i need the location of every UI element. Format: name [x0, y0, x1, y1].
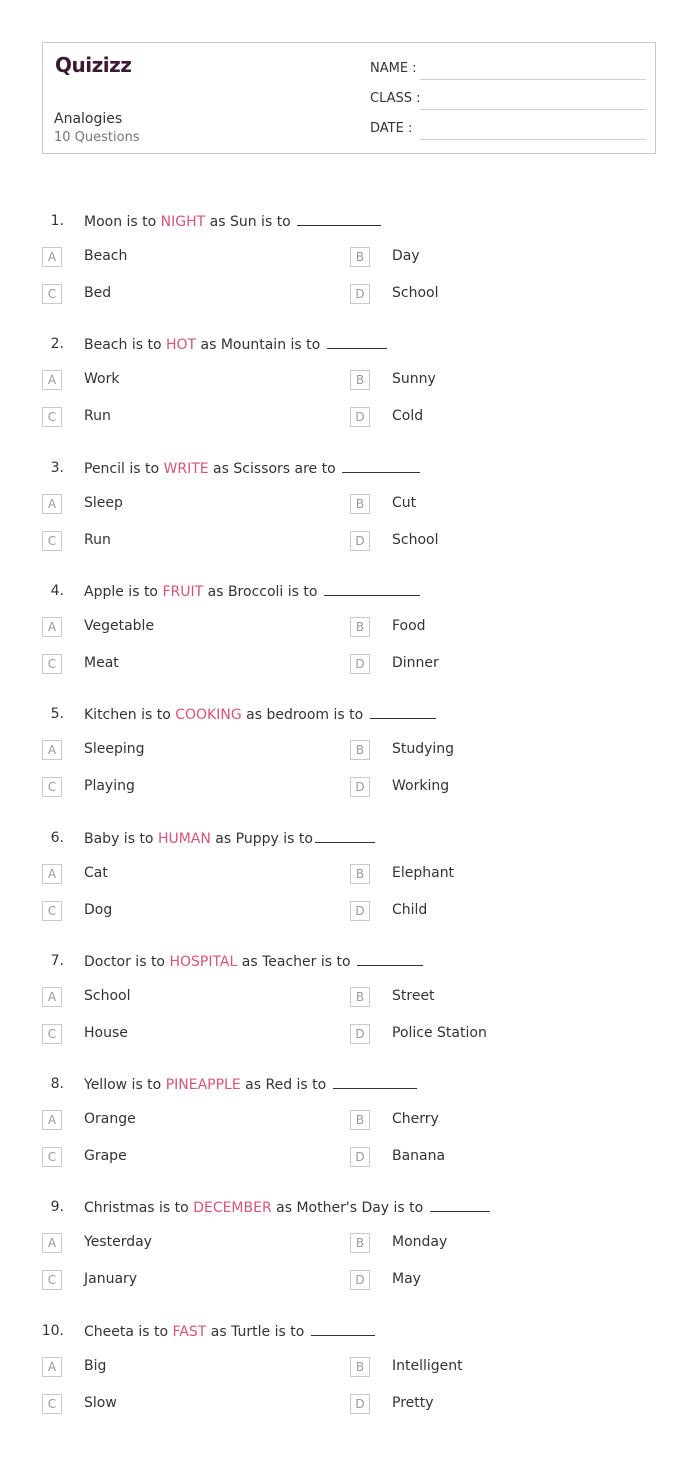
question-8 [0, 1076, 700, 1199]
class-field[interactable] [370, 86, 646, 110]
option-text[interactable]: Elephant [392, 864, 455, 881]
question-suffix: as Broccoli is to [203, 583, 322, 600]
question-prefix: Kitchen is to [84, 707, 176, 724]
option-letter-box[interactable]: D [350, 1024, 370, 1044]
option-text[interactable]: Cold [392, 408, 424, 425]
option-text[interactable]: Cut [392, 494, 417, 511]
question-10 [0, 1323, 700, 1446]
question-2 [0, 336, 700, 459]
option-letter-box[interactable]: A [42, 247, 62, 267]
quizizz-logo: Quizizz [55, 53, 132, 77]
option-text[interactable]: School [392, 285, 439, 301]
question-3 [0, 460, 700, 583]
option-letter-box[interactable]: D [350, 1270, 370, 1290]
keyword: FRUIT [162, 583, 204, 600]
keyword: FAST [172, 1323, 207, 1340]
option-text[interactable]: Cherry [392, 1111, 439, 1128]
question-number: 1. [50, 213, 64, 229]
question-line [0, 830, 700, 850]
option-text[interactable]: Street [392, 987, 435, 1004]
option-letter-box[interactable]: B [350, 987, 370, 1007]
question-prefix: Pencil is to [84, 460, 164, 477]
question-number: 7. [50, 952, 64, 969]
answer-blank [370, 706, 436, 719]
option-letter-box[interactable]: B [350, 247, 370, 267]
question-prefix: Apple is to [84, 583, 163, 600]
question-suffix: as Sun is to [205, 214, 296, 230]
question-number: 10. [41, 1322, 64, 1339]
question-text [84, 1199, 490, 1216]
option-text[interactable]: Sleep [84, 494, 123, 511]
option-text[interactable]: Food [392, 617, 426, 634]
option-text[interactable]: Dinner [392, 654, 439, 671]
answer-blank [333, 1076, 417, 1089]
question-suffix: as Red is to [240, 1077, 331, 1094]
option-text[interactable]: Grape [84, 1148, 127, 1165]
option-letter-box[interactable]: B [350, 1233, 370, 1253]
option-text[interactable]: Banana [392, 1148, 446, 1165]
question-suffix: as Turtle is to [206, 1323, 309, 1340]
option-letter-box[interactable]: B [350, 617, 370, 637]
option-text[interactable]: Monday [392, 1234, 448, 1251]
question-line [0, 460, 700, 480]
question-line [0, 706, 700, 726]
question-prefix: Beach is to [84, 337, 166, 354]
option-text[interactable]: Beach [84, 248, 128, 264]
question-number: 3. [50, 459, 64, 476]
question-number: 9. [50, 1199, 64, 1216]
question-text [84, 1076, 417, 1093]
name-label: NAME : [370, 61, 417, 76]
question-prefix: Doctor is to [84, 953, 170, 970]
question-text [84, 213, 381, 230]
date-label: DATE : [370, 121, 413, 136]
option-text[interactable]: Run [84, 408, 111, 425]
option-letter-box[interactable]: C [42, 407, 62, 427]
option-letter-box[interactable]: C [42, 1024, 62, 1044]
name-field[interactable] [370, 56, 646, 80]
question-9 [0, 1199, 700, 1322]
class-label: CLASS : [370, 91, 421, 106]
option-letter-box[interactable]: A [42, 494, 62, 514]
option-letter-box[interactable]: C [42, 1394, 62, 1414]
name-line[interactable] [420, 79, 646, 80]
option-letter-box[interactable]: C [42, 1147, 62, 1167]
question-count: 10 Questions [54, 130, 140, 145]
option-letter-box[interactable]: C [42, 901, 62, 921]
option-letter-box[interactable]: B [350, 864, 370, 884]
option-letter-box[interactable]: D [350, 901, 370, 921]
question-suffix: as Puppy is to [210, 830, 313, 847]
option-text[interactable]: School [392, 531, 439, 548]
question-prefix: Baby is to [84, 830, 158, 847]
option-text[interactable]: Cat [84, 864, 108, 881]
question-line [0, 1323, 700, 1343]
option-letter-box[interactable]: B [350, 1110, 370, 1130]
question-text [84, 1323, 375, 1340]
question-1 [0, 213, 700, 336]
question-line [0, 953, 700, 973]
question-text [84, 830, 375, 847]
option-letter-box[interactable]: B [350, 494, 370, 514]
answer-blank [324, 583, 420, 596]
question-4 [0, 583, 700, 706]
question-text [84, 583, 420, 600]
question-prefix: Christmas is to [84, 1200, 194, 1217]
option-text[interactable]: Sunny [392, 371, 436, 388]
answer-blank [430, 1199, 490, 1212]
answer-blank [311, 1323, 375, 1336]
option-letter-box[interactable]: C [42, 1270, 62, 1290]
worksheet-title: Analogies [54, 111, 123, 127]
option-letter-box[interactable]: D [350, 1394, 370, 1414]
date-field[interactable] [370, 116, 646, 140]
option-text[interactable]: School [84, 987, 131, 1004]
option-letter-box[interactable]: B [350, 1357, 370, 1377]
option-text[interactable]: Big [84, 1357, 107, 1374]
option-letter-box[interactable]: D [350, 284, 370, 304]
keyword: HUMAN [157, 830, 211, 847]
option-letter-box[interactable]: D [350, 407, 370, 427]
question-suffix: as Mother's Day is to [271, 1200, 428, 1217]
option-text[interactable]: Meat [84, 654, 119, 671]
option-text[interactable]: Child [392, 901, 428, 918]
question-suffix: as Scissors are to [208, 460, 341, 477]
option-letter-box[interactable]: C [42, 777, 62, 797]
question-line [0, 1199, 700, 1219]
question-suffix: as bedroom is to [241, 707, 368, 724]
question-prefix: Moon is to [84, 214, 161, 230]
option-text[interactable]: May [392, 1271, 421, 1288]
option-text[interactable]: Pretty [392, 1394, 434, 1411]
answer-blank [327, 336, 387, 349]
option-text[interactable]: Working [392, 778, 450, 795]
question-suffix: as Mountain is to [196, 337, 325, 354]
question-line [0, 213, 700, 233]
option-text[interactable]: Run [84, 531, 111, 548]
question-prefix: Yellow is to [84, 1077, 166, 1094]
question-text [84, 460, 420, 477]
keyword: WRITE [163, 460, 209, 477]
keyword: DECEMBER [193, 1200, 272, 1217]
option-text[interactable]: Bed [84, 285, 112, 301]
option-letter-box[interactable]: A [42, 987, 62, 1007]
option-text[interactable]: Work [84, 371, 120, 388]
option-letter-box[interactable]: A [42, 1357, 62, 1377]
option-text[interactable]: Dog [84, 901, 113, 918]
keyword: NIGHT [160, 214, 206, 230]
question-line [0, 1076, 700, 1096]
option-text[interactable]: Playing [84, 778, 135, 795]
option-letter-box[interactable]: A [42, 1110, 62, 1130]
question-suffix: as Teacher is to [237, 953, 355, 970]
option-letter-box[interactable]: B [350, 740, 370, 760]
option-letter-box[interactable]: C [42, 531, 62, 551]
option-text[interactable]: Vegetable [84, 617, 155, 634]
question-number: 6. [50, 829, 64, 846]
question-number: 5. [50, 706, 64, 723]
option-letter-box[interactable]: A [42, 1233, 62, 1253]
option-letter-box[interactable]: D [350, 1147, 370, 1167]
option-text[interactable]: Yesterday [84, 1234, 152, 1251]
question-7 [0, 953, 700, 1076]
question-5 [0, 706, 700, 829]
question-number: 2. [50, 336, 64, 353]
question-text [84, 706, 436, 723]
option-text[interactable]: Sleeping [84, 741, 145, 758]
question-number: 4. [50, 582, 64, 599]
keyword: COOKING [175, 707, 242, 724]
keyword: HOSPITAL [169, 953, 238, 970]
question-6 [0, 830, 700, 953]
option-letter-box[interactable]: D [350, 654, 370, 674]
option-letter-box[interactable]: C [42, 284, 62, 304]
option-text[interactable]: Day [392, 248, 420, 264]
question-line [0, 336, 700, 356]
option-text[interactable]: Slow [84, 1394, 117, 1411]
option-letter-box[interactable]: C [42, 654, 62, 674]
answer-blank [357, 953, 423, 966]
question-prefix: Cheeta is to [84, 1323, 173, 1340]
worksheet-header [42, 42, 656, 154]
answer-blank [315, 830, 375, 843]
keyword: HOT [165, 337, 197, 354]
option-letter-box[interactable]: D [350, 777, 370, 797]
option-text[interactable]: January [84, 1271, 138, 1288]
question-text [84, 336, 387, 353]
keyword: PINEAPPLE [165, 1077, 241, 1094]
date-line[interactable] [420, 139, 646, 140]
option-letter-box[interactable]: D [350, 531, 370, 551]
option-letter-box[interactable]: A [42, 617, 62, 637]
option-text[interactable]: Studying [392, 741, 455, 758]
class-line[interactable] [420, 109, 646, 110]
option-text[interactable]: Police Station [392, 1024, 487, 1041]
option-letter-box[interactable]: B [350, 370, 370, 390]
question-text [84, 953, 423, 970]
option-letter-box[interactable]: A [42, 740, 62, 760]
option-letter-box[interactable]: A [42, 370, 62, 390]
question-line [0, 583, 700, 603]
option-letter-box[interactable]: A [42, 864, 62, 884]
answer-blank [297, 213, 381, 226]
option-text[interactable]: Intelligent [392, 1357, 463, 1374]
answer-blank [342, 460, 420, 473]
option-text[interactable]: Orange [84, 1111, 136, 1128]
question-number: 8. [50, 1076, 64, 1093]
option-text[interactable]: House [84, 1024, 128, 1041]
